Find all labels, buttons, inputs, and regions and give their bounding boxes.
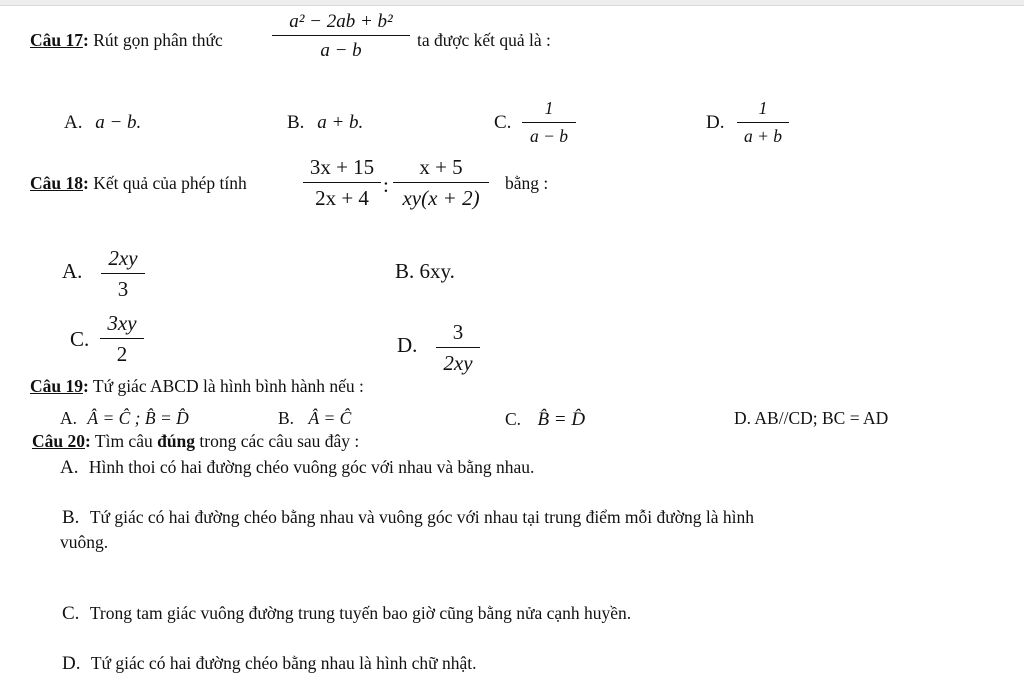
- q19-label: Câu 19: [30, 376, 83, 396]
- option-text: Trong tam giác vuông đường trung tuyến bao giờ cũng bằng nửa cạnh huyền.: [89, 603, 632, 623]
- q18-text-before: Kết quả của phép tính: [93, 173, 247, 193]
- q20-option-b[interactable]: [62, 508, 754, 527]
- option-letter: C.: [505, 409, 522, 429]
- q18-label: Câu 18: [30, 173, 83, 193]
- q17-fraction: [272, 12, 410, 60]
- q18-option-c-letter[interactable]: C.: [70, 327, 90, 351]
- fraction-bar: [522, 122, 576, 123]
- q18-f1-denominator: 2x + 4: [315, 186, 369, 210]
- q18-option-a-fraction: [101, 248, 145, 300]
- q17-option-a[interactable]: [64, 113, 141, 132]
- option-denominator: 2: [116, 342, 128, 366]
- q19-option-a[interactable]: [60, 410, 189, 428]
- q20-stem: [32, 433, 359, 451]
- option-letter: B.: [287, 112, 305, 133]
- q19-option-c[interactable]: [505, 410, 585, 429]
- q18-f1-numerator: 3x + 15: [309, 155, 375, 179]
- option-letter: D.: [62, 653, 81, 674]
- option-text: B̂ = D̂: [537, 409, 586, 430]
- q18-stem: [30, 175, 247, 193]
- option-denominator: 3: [117, 277, 129, 301]
- q18-option-b[interactable]: B. 6xy.: [395, 259, 455, 283]
- option-text: a − b.: [95, 112, 142, 133]
- q20-option-d[interactable]: [62, 654, 477, 673]
- option-denominator: 2xy: [443, 351, 473, 375]
- q20-text-post: trong các câu sau đây :: [199, 431, 360, 451]
- q18-text-after: bằng :: [505, 173, 549, 193]
- q20-text-pre: Tìm câu: [94, 431, 153, 451]
- q17-option-d-fraction: [737, 100, 789, 145]
- q20-option-b-continuation: vuông.: [60, 532, 109, 552]
- option-numerator: 1: [758, 98, 768, 118]
- q17-label: Câu 17: [30, 30, 83, 50]
- option-letter: A.: [60, 457, 79, 478]
- fraction-bar: [303, 182, 381, 183]
- q19-option-d[interactable]: D. AB//CD; BC = AD: [734, 408, 889, 428]
- q20-bold-word: đúng: [157, 431, 196, 451]
- fraction-bar: [101, 273, 145, 274]
- q17-numerator: a² − 2ab + b²: [289, 11, 393, 32]
- option-numerator: 1: [544, 98, 554, 118]
- option-denominator: a + b: [743, 125, 783, 146]
- q18-f2-numerator: x + 5: [419, 155, 463, 179]
- q20-option-c[interactable]: [62, 604, 631, 623]
- option-numerator: 3xy: [107, 311, 137, 335]
- q18-option-c-fraction: [100, 313, 144, 365]
- q19-stem: [30, 378, 364, 396]
- q19-option-b[interactable]: [278, 410, 351, 428]
- q18-f2-denominator: xy(x + 2): [402, 186, 480, 210]
- q18-fraction-2: [393, 157, 489, 209]
- option-text: Tứ giác có hai đường chéo bằng nhau là hình chữ nhật.: [90, 653, 477, 673]
- option-letter: C.: [62, 603, 80, 624]
- option-text: Â = Ĉ ; B̂ = D̂: [87, 408, 189, 428]
- q18-division-sign: :: [383, 173, 389, 197]
- q17-option-b[interactable]: [287, 113, 363, 132]
- option-letter: A.: [60, 408, 78, 428]
- window-top-edge: [0, 0, 1024, 6]
- q17-option-d-letter[interactable]: D.: [706, 112, 725, 133]
- q19-text: Tứ giác ABCD là hình bình hành nếu :: [92, 376, 364, 396]
- q17-stem: [30, 32, 223, 50]
- option-text: a + b.: [317, 112, 364, 133]
- fraction-bar: [737, 122, 789, 123]
- q18-option-d-letter[interactable]: D.: [397, 333, 418, 357]
- q20-option-a[interactable]: [60, 458, 534, 477]
- option-text: Tứ giác có hai đường chéo bằng nhau và vuông góc với nhau tại trung điểm mỗi đường là hình: [89, 507, 755, 527]
- q18-option-d-fraction: [436, 322, 480, 374]
- q17-text-after: ta được kết quả là :: [417, 30, 551, 50]
- fraction-bar: [272, 35, 410, 36]
- option-text: Hình thoi có hai đường chéo vuông góc với nhau và bằng nhau.: [88, 457, 535, 477]
- q17-colon: :: [83, 30, 89, 50]
- option-numerator: 2xy: [108, 246, 138, 270]
- q17-option-c-fraction: [522, 100, 576, 145]
- fraction-bar: [100, 338, 144, 339]
- option-letter: B.: [278, 408, 295, 428]
- option-letter: A.: [64, 112, 83, 133]
- option-denominator: a − b: [529, 125, 569, 146]
- q18-colon: :: [83, 173, 89, 193]
- q20-colon: :: [85, 431, 91, 451]
- fraction-bar: [436, 347, 480, 348]
- fraction-bar: [393, 182, 489, 183]
- q17-option-c-letter[interactable]: C.: [494, 112, 512, 133]
- option-numerator: 3: [452, 320, 464, 344]
- option-text: Â = Ĉ: [308, 408, 352, 428]
- q18-fraction-1: [303, 157, 381, 209]
- q20-label: Câu 20: [32, 431, 85, 451]
- q18-option-a-letter[interactable]: A.: [62, 259, 83, 283]
- q17-denominator: a − b: [320, 40, 362, 61]
- option-letter: B.: [62, 507, 80, 528]
- q17-text-before: Rút gọn phân thức: [93, 30, 223, 50]
- q19-colon: :: [83, 376, 89, 396]
